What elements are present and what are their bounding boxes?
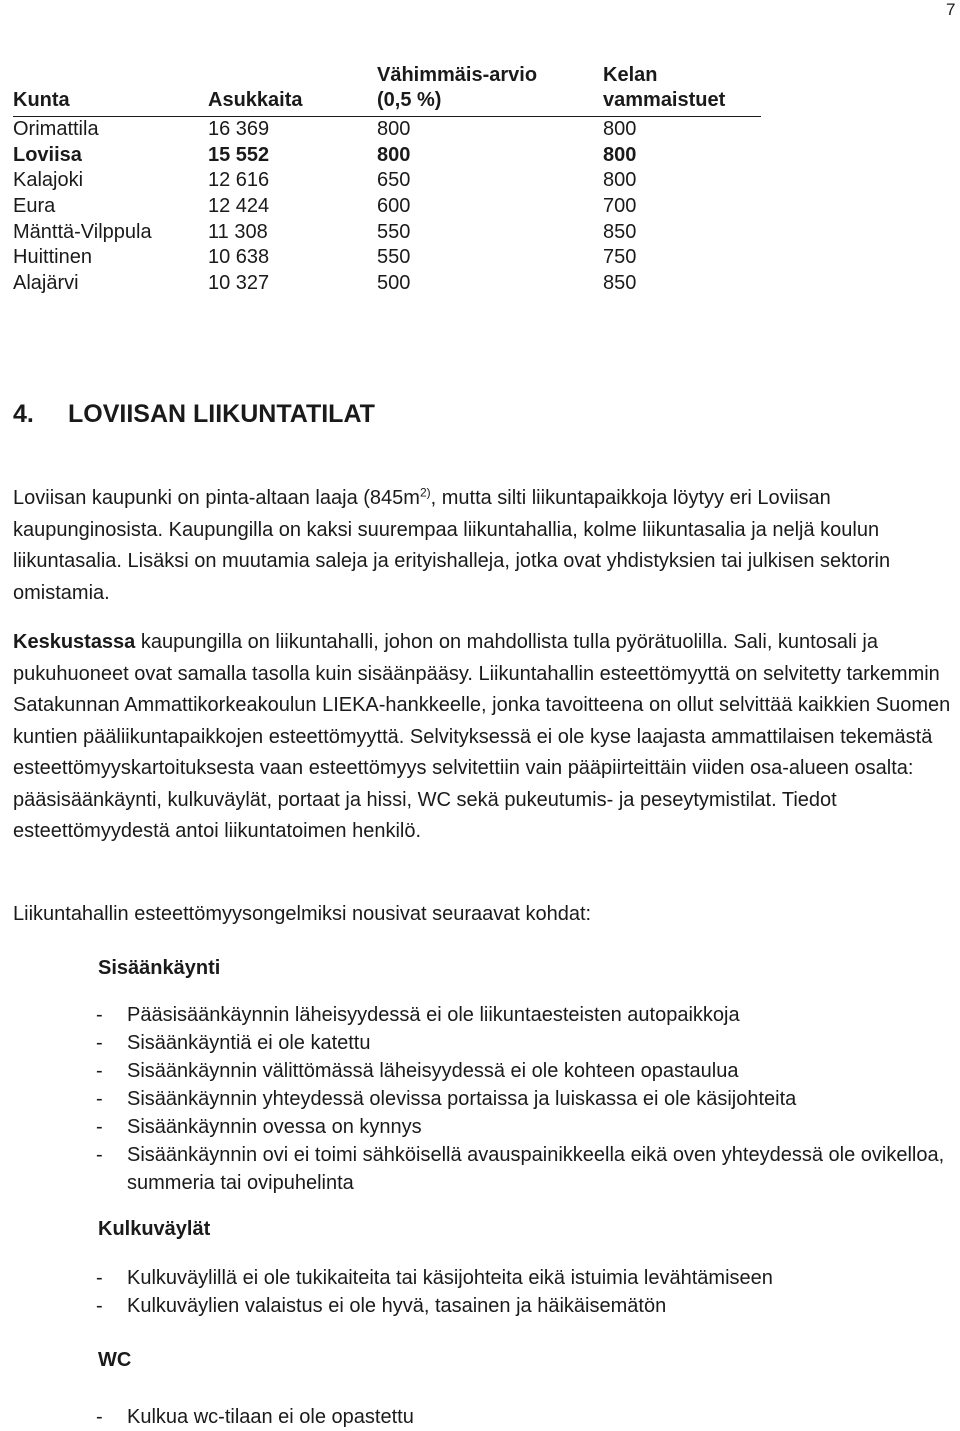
dash-bullet: - — [96, 1406, 103, 1428]
entrance-list — [96, 1001, 958, 1197]
cell-kunta: Kalajoki — [13, 169, 84, 192]
cell-asukkaita: 10 638 — [208, 246, 270, 269]
cell-kela: 800 — [603, 143, 637, 166]
municipality-table — [13, 63, 761, 297]
header-kelan-line2: vammaistuet — [603, 89, 726, 111]
intro-paragraph — [13, 483, 953, 609]
section-number: 4. — [13, 400, 34, 428]
list-item-text: Sisäänkäynnin yhteydessä olevissa portaissa ja luiskassa ei ole käsijohteita — [127, 1088, 797, 1110]
dash-bullet: - — [96, 1088, 103, 1110]
table-row — [13, 143, 761, 169]
list-item-text: Kulkuväylillä ei ole tukikaiteita tai käsijohteita eikä istuimia levähtämiseen — [127, 1267, 773, 1289]
list-item-text: Sisäänkäynnin ovessa on kynnys — [127, 1116, 422, 1138]
table-row — [13, 168, 761, 194]
list-item — [96, 1403, 958, 1431]
subheading-corridors: Kulkuväylät — [98, 1218, 211, 1240]
table-row — [13, 271, 761, 297]
problems-intro: Liikuntahallin esteettömyysongelmiksi nousivat seuraavat kohdat: — [13, 903, 592, 925]
section-title: LOVIISAN LIIKUNTATILAT — [68, 400, 375, 428]
cell-kela: 750 — [603, 246, 637, 269]
list-item-text: Sisäänkäyntiä ei ole katettu — [127, 1032, 371, 1054]
dash-bullet: - — [96, 1116, 103, 1138]
cell-asukkaita: 11 308 — [208, 220, 268, 243]
list-item-text: Pääsisäänkäynnin läheisyydessä ei ole liikuntaesteisten autopaikkoja — [127, 1004, 740, 1026]
cell-kunta: Mänttä-Vilppula — [13, 220, 152, 243]
cell-kela: 800 — [603, 118, 637, 140]
wc-list — [96, 1403, 958, 1431]
cell-arvio: 650 — [377, 169, 411, 192]
corridors-list — [96, 1264, 958, 1320]
cell-arvio: 550 — [377, 220, 411, 243]
subheading-wc: WC — [98, 1349, 132, 1371]
cell-asukkaita: 15 552 — [208, 143, 270, 166]
list-item — [96, 1001, 958, 1029]
cell-kela: 850 — [603, 220, 637, 243]
center-paragraph — [13, 627, 953, 848]
cell-kela: 700 — [603, 195, 637, 218]
header-vahimmais-line1: Vähimmäis-arvio — [377, 64, 538, 86]
table-row — [13, 245, 761, 271]
list-item — [96, 1085, 958, 1113]
dash-bullet: - — [96, 1144, 103, 1166]
header-vahimmais-line2: (0,5 %) — [377, 89, 442, 111]
list-item — [96, 1292, 958, 1320]
list-item-text: Kulkuväylien valaistus ei ole hyvä, tasainen ja häikäisemätön — [127, 1295, 667, 1317]
paragraph-text: kaupungilla on liikuntahalli, johon on mahdollista tulla pyörätuolilla. Sali, kuntosali ja pukuhuoneet ovat samalla tasolla kuin sisäänpääsy. Liikuntahallin esteettömyyttä on selvitetty tarkemmin Satakunnan Ammattikorkeakoulun LIEKA-hankkeelle, jonka tavoitteena on ollut selvittää kaikkien Suomen kuntien pääliikuntapaikkojen esteettömyyttä. Selvityksessä ei ole kyse laajasta ammattilaisen tekemästä esteettömyyskartoituksesta vaan esteettömyys selvitettiin vain pääpiirteittäin viiden osa-alueen osalta: pääsisäänkäynti, kulkuväylät, portaat ja hissi, WC sekä pukeutumis- ja peseytymistilat. Tiedot esteettömyydestä antoi liikuntatoimen henkilö. — [13, 631, 951, 842]
dash-bullet: - — [96, 1295, 103, 1317]
paragraph-text: Loviisan kaupunki on pinta-altaan laaja (845m — [13, 487, 420, 509]
cell-arvio: 600 — [377, 195, 411, 218]
list-item-text: Kulkua wc-tilaan ei ole opastettu — [127, 1406, 414, 1428]
list-item-text: Sisäänkäynnin ovi ei toimi sähköisellä avauspainikkeella eikä oven yhteydessä ole ovikelloa, summeria tai ovipuhelinta — [127, 1144, 945, 1194]
dash-bullet: - — [96, 1004, 103, 1026]
cell-asukkaita: 12 616 — [208, 169, 270, 192]
cell-kunta: Eura — [13, 195, 56, 218]
list-item-text: Sisäänkäynnin välittömässä läheisyydessä ei ole kohteen opastaulua — [127, 1060, 739, 1082]
list-item — [96, 1029, 958, 1057]
cell-asukkaita: 10 327 — [208, 272, 270, 295]
cell-arvio: 800 — [377, 143, 411, 166]
cell-kunta: Alajärvi — [13, 272, 79, 295]
cell-asukkaita: 12 424 — [208, 195, 270, 218]
dash-bullet: - — [96, 1060, 103, 1082]
header-kunta: Kunta — [13, 89, 70, 111]
section-heading — [13, 398, 375, 430]
page-number: 7 — [946, 0, 956, 19]
list-item — [96, 1113, 958, 1141]
paragraph-text: , mutta silti liikuntapaikkoja löytyy eri Loviisan kaupunginosista. Kaupungilla on kaksi suurempaa liikuntahallia, kolme liikuntasalia ja neljä koulun liikuntasalia. Lisäksi on muutamia saleja ja erityishalleja, jotka ovat yhdistyksien tai julkisen sektorin omistamia. — [13, 487, 891, 604]
cell-arvio: 800 — [377, 118, 411, 140]
cell-kela: 850 — [603, 272, 637, 295]
subheading-entrance: Sisäänkäynti — [98, 957, 221, 979]
list-item — [96, 1057, 958, 1085]
list-item — [96, 1264, 958, 1292]
table-row — [13, 117, 761, 143]
cell-arvio: 550 — [377, 246, 411, 269]
cell-asukkaita: 16 369 — [208, 118, 270, 140]
dash-bullet: - — [96, 1032, 103, 1054]
cell-kunta: Orimattila — [13, 118, 99, 140]
table-row — [13, 194, 761, 220]
superscript: 2) — [419, 485, 431, 500]
cell-kunta: Huittinen — [13, 246, 92, 269]
header-asukkaita: Asukkaita — [208, 89, 303, 111]
dash-bullet: - — [96, 1267, 103, 1289]
list-item — [96, 1141, 958, 1197]
cell-kela: 800 — [603, 169, 637, 192]
cell-kunta: Loviisa — [13, 143, 82, 166]
header-kelan-line1: Kelan — [603, 64, 658, 86]
table-row — [13, 220, 761, 246]
paragraph-bold-lead: Keskustassa — [13, 631, 136, 653]
table-header — [13, 63, 761, 117]
cell-arvio: 500 — [377, 272, 411, 295]
